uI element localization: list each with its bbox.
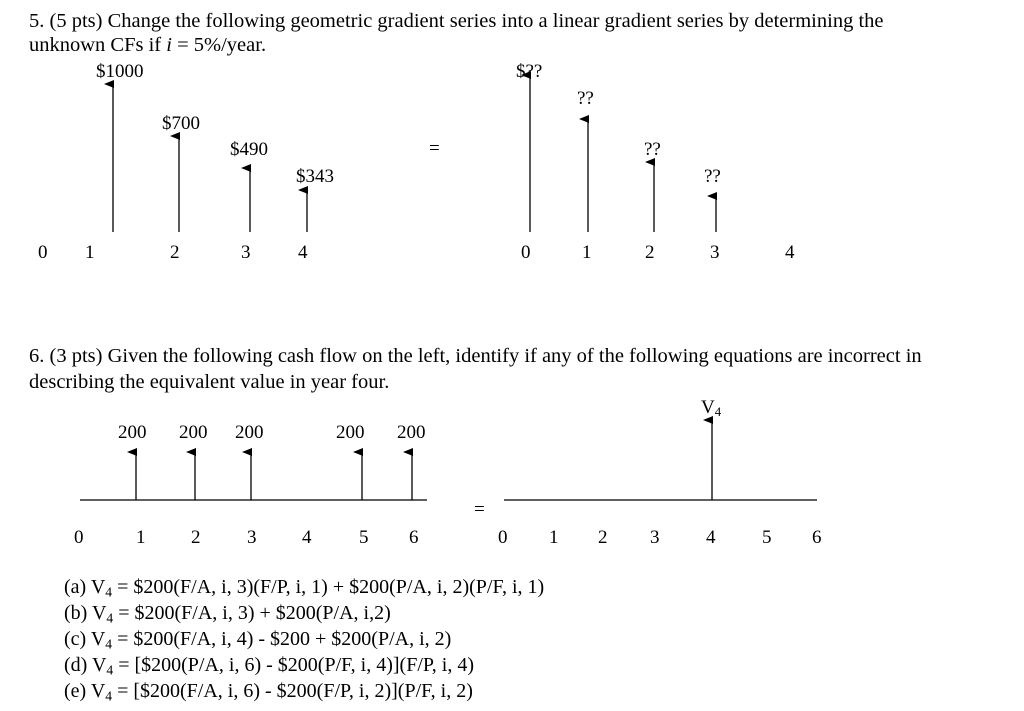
q6-left-label-200-1: 200 [118,422,147,443]
q5-left-label-700: $700 [162,113,200,134]
q5-left-axis-0: 0 [38,242,48,263]
q6-option-a-prefix: (a) V [64,576,106,598]
q5-left-label-1000: $1000 [96,61,144,82]
q6-option-b-text: = $200(F/A, i, 3) + $200(P/A, i,2) [113,602,391,624]
q6-left-axis-3: 3 [247,527,257,548]
q5-text-line2-pre: unknown CFs if [29,34,167,56]
q6-left-axis-2: 2 [191,527,201,548]
q5-left-axis-4: 4 [298,242,308,263]
q6-right-axis-6: 6 [812,527,822,548]
q5-left-axis-1: 1 [85,242,95,263]
q5-right-axis-3: 3 [710,242,720,263]
q6-right-label-v: V [701,397,715,418]
q6-option-b-prefix: (b) V [64,602,107,624]
q6-right-axis-4: 4 [706,527,716,548]
q5-right-axis-0: 0 [521,242,531,263]
q6-left-label-200-5: 200 [397,422,426,443]
q5-left-label-490: $490 [230,139,268,160]
q5-text-line2-post: = 5%/year. [171,34,267,56]
q6-option-e-sub: 4 [105,688,113,704]
q5-text-line1: 5. (5 pts) Change the following geometric gradient series into a linear gradient series by determining the [29,10,884,32]
q6-left-label-200-3: 200 [235,422,264,443]
q5-left-axis-2: 2 [170,242,180,263]
q5-left-label-343: $343 [296,166,334,187]
q6-text-line1: 6. (3 pts) Given the following cash flow on the left, identify if any of the following equations are incorrect in [29,345,922,367]
q6-equals-sign: = [474,499,485,520]
q6-right-axis-2: 2 [598,527,608,548]
q6-left-axis-1: 1 [136,527,146,548]
q6-left-label-200-2: 200 [179,422,208,443]
q5-right-label-unknown-3: ?? [704,166,721,187]
q6-left-axis-6: 6 [409,527,419,548]
q6-left-label-200-4: 200 [336,422,365,443]
q6-option-a-sub: 4 [105,584,113,600]
q6-left-axis-0: 0 [74,527,84,548]
q6-right-label-sub: 4 [714,404,722,420]
q6-option-c-prefix: (c) V [64,628,106,650]
q5-right-axis-2: 2 [645,242,655,263]
q6-option-c-text: = $200(F/A, i, 4) - $200 + $200(P/A, i, 2) [112,628,452,650]
q5-right-label-unknown-1: ?? [577,88,594,109]
q5-right-axis-4: 4 [785,242,795,263]
q6-left-axis-4: 4 [302,527,312,548]
q6-option-d-prefix: (d) V [64,654,107,676]
q6-option-d-text: = [$200(P/A, i, 6) - $200(P/F, i, 4)](F/P, i, 4) [113,654,475,676]
q6-text-line2: describing the equivalent value in year four. [29,371,390,393]
q6-option-c-sub: 4 [105,636,113,652]
q5-right-label-unknown-0: $?? [516,61,543,82]
q5-right-label-unknown-2: ?? [644,139,661,160]
q6-option-e-text: = [$200(F/A, i, 6) - $200(F/P, i, 2)](P/F, i, 2) [112,680,473,702]
q5-left-axis-3: 3 [241,242,251,263]
q6-option-e-prefix: (e) V [64,680,106,702]
q6-right-axis-5: 5 [762,527,772,548]
q6-right-axis-3: 3 [650,527,660,548]
q6-right-axis-1: 1 [549,527,559,548]
q6-option-b-sub: 4 [106,610,114,626]
q6-option-d-sub: 4 [106,662,114,678]
q5-right-axis-1: 1 [582,242,592,263]
q6-right-axis-0: 0 [498,527,508,548]
q6-left-axis-5: 5 [359,527,369,548]
q5-equals-sign: = [429,138,440,159]
q5-interest-variable: i [166,34,172,56]
q6-option-a-text: = $200(F/A, i, 3)(F/P, i, 1) + $200(P/A, i, 2)(P/F, i, 1) [112,576,545,598]
